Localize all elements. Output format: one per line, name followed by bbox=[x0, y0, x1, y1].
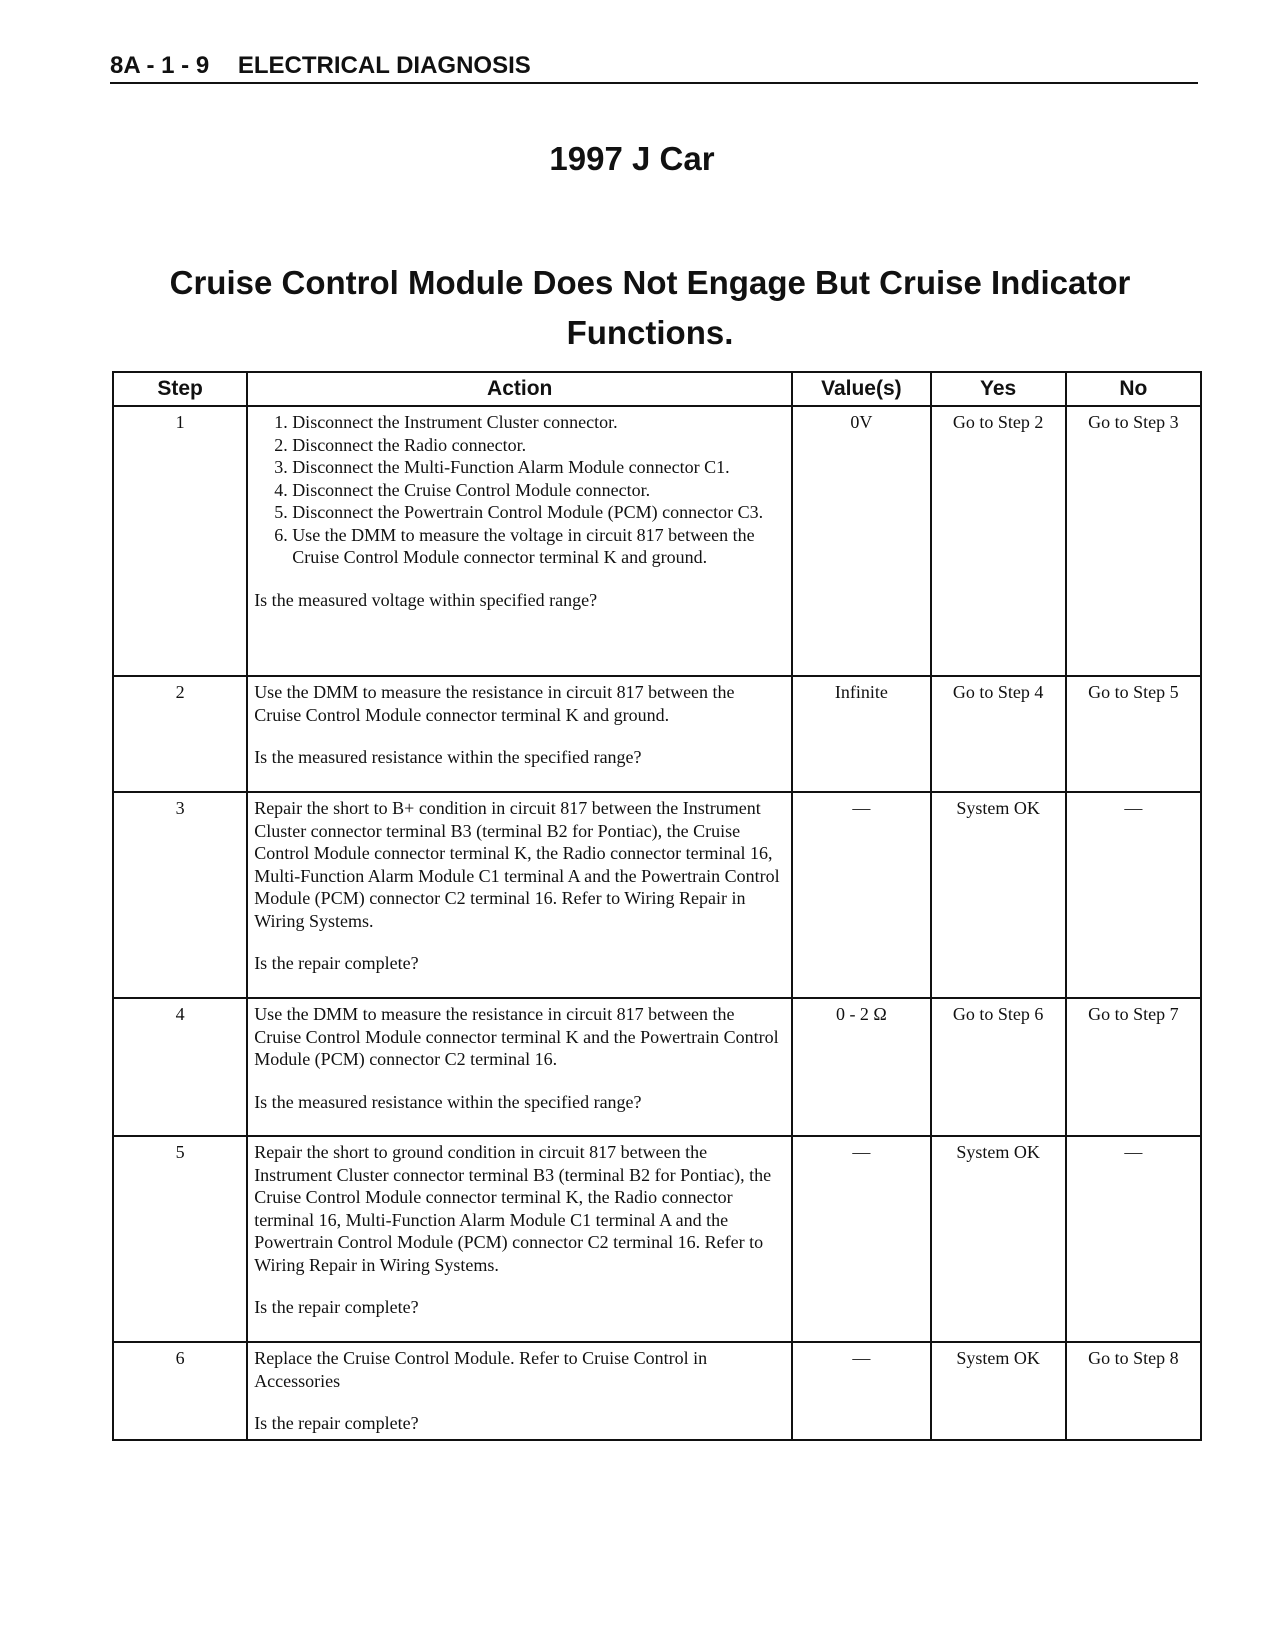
step-number: 3 bbox=[113, 792, 247, 998]
action-cell bbox=[247, 1342, 792, 1440]
action-cell bbox=[247, 792, 792, 998]
substep: 1. Disconnect the Instrument Cluster connector. bbox=[292, 411, 785, 434]
step-number: 5 bbox=[113, 1136, 247, 1342]
no-cell: — bbox=[1066, 1136, 1201, 1342]
no-cell: Go to Step 7 bbox=[1066, 998, 1201, 1136]
value-cell: Infinite bbox=[792, 676, 930, 792]
yes-cell: Go to Step 6 bbox=[931, 998, 1066, 1136]
header-step: Step bbox=[113, 372, 247, 406]
substep-list bbox=[254, 411, 785, 569]
header-value: Value(s) bbox=[792, 372, 930, 406]
substep: 2. Disconnect the Radio connector. bbox=[292, 434, 785, 457]
substep: 5. Disconnect the Powertrain Control Module (PCM) connector C3. bbox=[292, 501, 785, 524]
action-text: Replace the Cruise Control Module. Refer to Cruise Control in Accessories bbox=[254, 1348, 708, 1391]
table-row bbox=[113, 792, 1201, 998]
no-cell: Go to Step 8 bbox=[1066, 1342, 1201, 1440]
page-header: 8A - 1 - 9 ELECTRICAL DIAGNOSIS bbox=[110, 52, 1198, 84]
action-question: Is the measured voltage within specified range? bbox=[254, 589, 598, 610]
table-row bbox=[113, 676, 1201, 792]
yes-cell: System OK bbox=[931, 792, 1066, 998]
header-yes: Yes bbox=[931, 372, 1066, 406]
section-label: ELECTRICAL DIAGNOSIS bbox=[237, 52, 531, 79]
value-cell: — bbox=[792, 1136, 930, 1342]
substep: 4. Disconnect the Cruise Control Module connector. bbox=[292, 479, 785, 502]
action-question: Is the measured resistance within the specified range? bbox=[254, 747, 642, 767]
step-number: 1 bbox=[113, 406, 247, 676]
section-number: 8A bbox=[110, 52, 140, 79]
action-text: Use the DMM to measure the resistance in circuit 817 between the Cruise Control Module connector terminal K and ground. bbox=[254, 682, 735, 725]
yes-cell: Go to Step 2 bbox=[931, 406, 1066, 676]
step-number: 2 bbox=[113, 676, 247, 792]
header-action: Action bbox=[247, 372, 792, 406]
table-row bbox=[113, 1136, 1201, 1342]
action-cell bbox=[247, 676, 792, 792]
table-header-row bbox=[113, 372, 1201, 406]
title-line-1: Cruise Control Module Does Not Engage But Cruise Indicator bbox=[169, 264, 1131, 301]
action-cell bbox=[247, 1136, 792, 1342]
no-cell: Go to Step 5 bbox=[1066, 676, 1201, 792]
table-row bbox=[113, 1342, 1201, 1440]
header-no: No bbox=[1066, 372, 1201, 406]
page-subtitle: 1997 J Car bbox=[549, 140, 715, 177]
action-text: Repair the short to B+ condition in circuit 817 between the Instrument Cluster connector terminal B3 (terminal B2 for Pontiac), the Cruise Control Module connector terminal K, the Radio connector terminal 16, Multi-Function Alarm Module C1 terminal A and the Powertrain Control Module (PCM) connector C2 terminal 16. Refer to Wiring Repair in Wiring Systems. bbox=[254, 798, 780, 931]
action-question: Is the repair complete? bbox=[254, 1413, 419, 1433]
value-cell: 0 - 2 Ω bbox=[792, 998, 930, 1136]
yes-cell: System OK bbox=[931, 1342, 1066, 1440]
substep: 3. Disconnect the Multi-Function Alarm Module connector C1. bbox=[292, 456, 785, 479]
page-title bbox=[100, 258, 1200, 358]
value-cell: 0V bbox=[792, 406, 930, 676]
action-text: Repair the short to ground condition in circuit 817 between the Instrument Cluster connector terminal B3 (terminal B2 for Pontiac), the Cruise Control Module connector terminal K, the Radio connector terminal 16, Multi-Function Alarm Module C1 terminal A and the Powertrain Control Module (PCM) connector C2 terminal 16. Refer to Wiring Repair in Wiring Systems. bbox=[254, 1142, 772, 1275]
value-cell: — bbox=[792, 1342, 930, 1440]
action-question: Is the repair complete? bbox=[254, 953, 419, 973]
page-part-1: 1 bbox=[161, 52, 175, 79]
no-cell: Go to Step 3 bbox=[1066, 406, 1201, 676]
yes-cell: System OK bbox=[931, 1136, 1066, 1342]
title-line-2: Functions. bbox=[566, 314, 734, 351]
value-cell: — bbox=[792, 792, 930, 998]
action-text: Use the DMM to measure the resistance in circuit 817 between the Cruise Control Module connector terminal K and the Powertrain Control Module (PCM) connector C2 terminal 16. bbox=[254, 1004, 779, 1069]
step-number: 4 bbox=[113, 998, 247, 1136]
action-cell bbox=[247, 998, 792, 1136]
action-cell bbox=[247, 406, 792, 676]
step-number: 6 bbox=[113, 1342, 247, 1440]
no-cell: — bbox=[1066, 792, 1201, 998]
table-row bbox=[113, 406, 1201, 676]
table-row bbox=[113, 998, 1201, 1136]
substep: 6. Use the DMM to measure the voltage in circuit 817 between the Cruise Control Module connector terminal K and ground. bbox=[292, 524, 785, 569]
diagnostic-table bbox=[112, 371, 1202, 1441]
yes-cell: Go to Step 4 bbox=[931, 676, 1066, 792]
action-question: Is the repair complete? bbox=[254, 1297, 419, 1317]
action-question: Is the measured resistance within the specified range? bbox=[254, 1091, 642, 1112]
page-part-2: 9 bbox=[195, 52, 210, 79]
